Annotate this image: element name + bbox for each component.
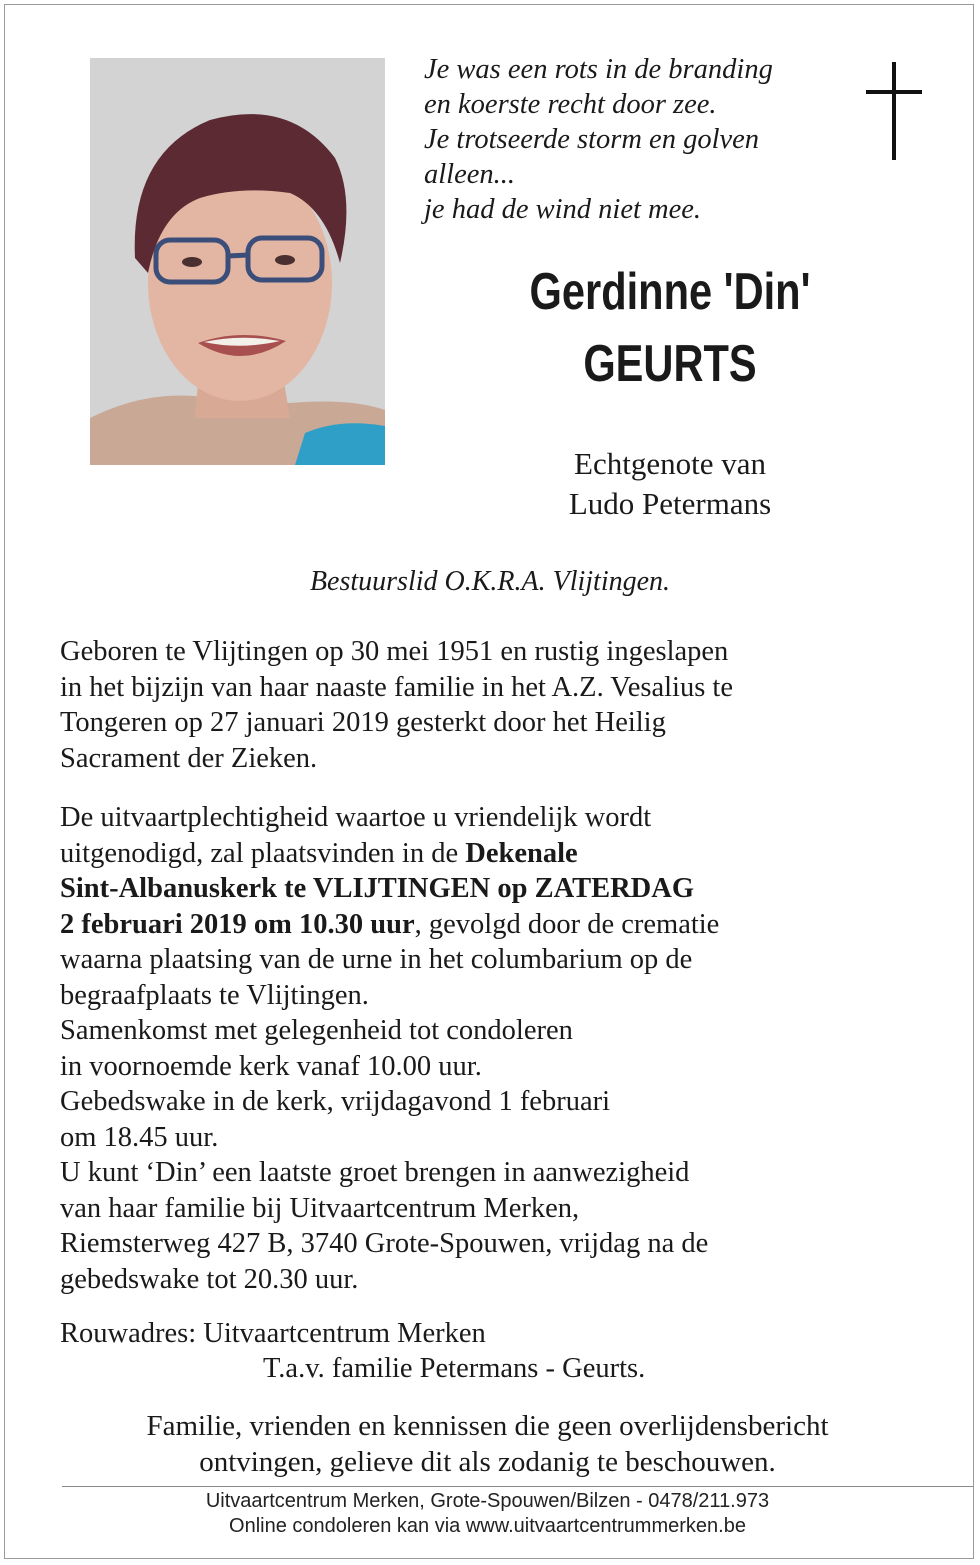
funeral-paragraph [60,800,920,1297]
footer [0,1489,975,1539]
mourning-address: Rouwadres: Uitvaartcentrum Merken [60,1318,486,1349]
text-line [60,907,920,943]
text-line: Familie, vrienden en kennissen die geen overlijdensbericht [146,1410,829,1442]
text-line: ontvingen, gelieve dit als zodanig te beschouwen. [199,1446,776,1478]
closing-notice [0,1408,975,1480]
deceased-last-name: GEURTS [583,335,757,393]
spouse-name: Ludo Petermans [568,486,772,521]
church-location: Sint-Albanuskerk te VLIJTINGEN op ZATERDAG [60,873,694,904]
funeral-datetime: 2 februari 2019 om 10.30 uur [60,908,415,940]
text-line: Tongeren op 27 januari 2019 gesterkt door het Heilig [60,707,666,738]
text-line: Riemsterweg 427 B, 3740 Grote-Spouwen, vrijdag na de [60,1228,709,1259]
text-fragment: uitgenodigd, zal plaatsvinden in de [60,837,466,869]
deceased-first-name: Gerdinne 'Din' [529,263,811,321]
text-line: U kunt ‘Din’ een laatste groet brengen in aanwezigheid [60,1157,690,1188]
text-line: begraafplaats te Vlijtingen. [60,979,369,1011]
poem-line: alleen... [424,159,516,190]
text-line: Samenkomst met gelegenheid tot condoleren [60,1015,573,1046]
text-line [60,871,920,907]
text-line: waarna plaatsing van de urne in het columbarium op de [60,944,693,975]
memorial-poem [424,52,844,227]
church-name: Dekenale [465,837,578,869]
text-line: Geboren te Vlijtingen op 30 mei 1951 en rustig ingeslapen [60,636,729,667]
poem-line: en koerste recht door zee. [424,89,717,120]
footer-website: Online condoleren kan via www.uitvaartcentrummerken.be [229,1515,746,1537]
spouse-info [420,444,920,524]
text-line: van haar familie bij Uitvaartcentrum Merken, [60,1192,580,1224]
text-fragment: , gevolgd door de crematie [414,908,720,940]
footer-divider [62,1486,973,1487]
text-line: om 18.45 uur. [60,1121,219,1153]
text-line: in voornoemde kerk vanaf 10.00 uur. [60,1050,482,1082]
text-line: Sacrament der Zieken. [60,742,318,774]
poem-line: Je was een rots in de branding [424,54,773,85]
text-line [60,836,920,872]
poem-line: je had de wind niet mee. [424,194,702,225]
birth-paragraph [60,634,920,776]
text-line: in het bijzijn van haar naaste familie in het A.Z. Vesalius te [60,671,733,703]
role-title: Bestuurslid O.K.R.A. Vlijtingen. [309,566,671,597]
footer-contact: Uitvaartcentrum Merken, Grote-Spouwen/Bilzen - 0478/211.973 [205,1490,770,1512]
portrait-photo [90,58,385,465]
text-line: Gebedswake in de kerk, vrijdagavond 1 februari [60,1086,611,1117]
spouse-label: Echtgenote van [574,446,766,481]
mourning-address-attention: T.a.v. familie Petermans - Geurts. [263,1353,646,1384]
poem-line: Je trotseerde storm en golven [424,124,760,155]
text-line: De uitvaartplechtigheid waartoe u vriendelijk wordt [60,802,652,833]
deceased-name [470,256,870,400]
text-line: gebedswake tot 20.30 uur. [60,1263,359,1295]
cross-icon [866,62,922,160]
